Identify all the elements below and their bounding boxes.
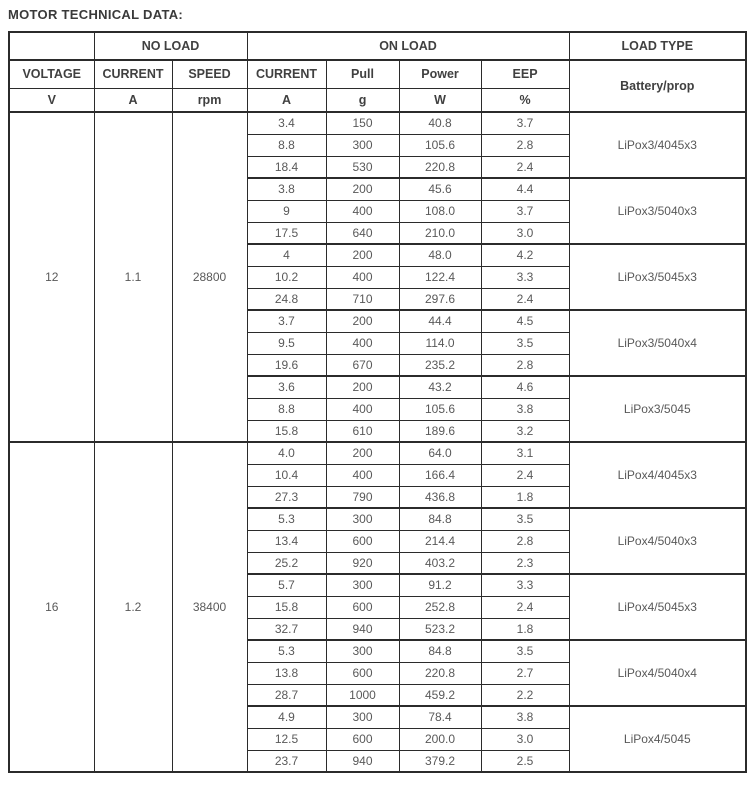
eep-cell: 1.8 <box>481 486 569 508</box>
pull-cell: 400 <box>326 332 399 354</box>
power-cell: 220.8 <box>399 156 481 178</box>
pull-cell: 790 <box>326 486 399 508</box>
load-type-cell: LiPox4/4045x3 <box>569 442 746 508</box>
on-load-current-cell: 8.8 <box>247 134 326 156</box>
on-load-current-cell: 19.6 <box>247 354 326 376</box>
pull-cell: 200 <box>326 178 399 200</box>
eep-cell: 4.4 <box>481 178 569 200</box>
power-cell: 108.0 <box>399 200 481 222</box>
on-load-current-cell: 3.7 <box>247 310 326 332</box>
eep-cell: 2.8 <box>481 530 569 552</box>
on-load-current-cell: 3.8 <box>247 178 326 200</box>
power-cell: 297.6 <box>399 288 481 310</box>
eep-cell: 4.5 <box>481 310 569 332</box>
load-type-cell: LiPox4/5045 <box>569 706 746 772</box>
power-cell: 91.2 <box>399 574 481 596</box>
power-cell: 64.0 <box>399 442 481 464</box>
pull-cell: 710 <box>326 288 399 310</box>
load-type-cell: LiPox3/5040x3 <box>569 178 746 244</box>
pull-cell: 400 <box>326 464 399 486</box>
no-load-group-header: NO LOAD <box>94 32 247 60</box>
eep-cell: 2.4 <box>481 464 569 486</box>
load-type-cell: LiPox3/5040x4 <box>569 310 746 376</box>
on-load-current-cell: 3.6 <box>247 376 326 398</box>
pull-cell: 670 <box>326 354 399 376</box>
pull-cell: 1000 <box>326 684 399 706</box>
load-type-cell: LiPox4/5045x3 <box>569 574 746 640</box>
eep-cell: 2.3 <box>481 552 569 574</box>
pull-cell: 600 <box>326 662 399 684</box>
on-load-current-cell: 5.3 <box>247 640 326 662</box>
power-cell: 189.6 <box>399 420 481 442</box>
section-current-cell: 1.1 <box>94 112 172 442</box>
power-cell: 214.4 <box>399 530 481 552</box>
section-speed-cell: 38400 <box>172 442 247 772</box>
section-voltage-cell: 16 <box>9 442 94 772</box>
power-cell: 105.6 <box>399 134 481 156</box>
on-load-current-cell: 24.8 <box>247 288 326 310</box>
power-column-header: Power <box>399 60 481 88</box>
table-row <box>9 112 746 134</box>
eep-cell: 2.4 <box>481 288 569 310</box>
eep-cell: 3.0 <box>481 728 569 750</box>
motor-technical-data-table <box>8 31 747 773</box>
pull-cell: 600 <box>326 596 399 618</box>
pull-cell: 200 <box>326 244 399 266</box>
pull-cell: 300 <box>326 706 399 728</box>
on-load-current-cell: 8.8 <box>247 398 326 420</box>
power-cell: 459.2 <box>399 684 481 706</box>
power-cell: 403.2 <box>399 552 481 574</box>
pull-cell: 300 <box>326 134 399 156</box>
eep-cell: 2.5 <box>481 750 569 772</box>
pull-cell: 600 <box>326 530 399 552</box>
pull-cell: 400 <box>326 200 399 222</box>
power-cell: 48.0 <box>399 244 481 266</box>
eep-cell: 3.5 <box>481 508 569 530</box>
pull-cell: 300 <box>326 574 399 596</box>
eep-cell: 3.5 <box>481 640 569 662</box>
power-cell: 210.0 <box>399 222 481 244</box>
voltage-column-header: VOLTAGE <box>9 60 94 88</box>
pull-cell: 200 <box>326 310 399 332</box>
pull-cell: 530 <box>326 156 399 178</box>
eep-cell: 2.4 <box>481 596 569 618</box>
on-load-current-cell: 5.3 <box>247 508 326 530</box>
pull-cell: 300 <box>326 640 399 662</box>
on-load-current-cell: 15.8 <box>247 420 326 442</box>
table-header <box>9 32 746 112</box>
section-current-cell: 1.2 <box>94 442 172 772</box>
no-load-current-column-header: CURRENT <box>94 60 172 88</box>
corner-blank-cell <box>9 32 94 60</box>
on-load-current-cell: 9 <box>247 200 326 222</box>
section-speed-cell: 28800 <box>172 112 247 442</box>
on-load-current-cell: 13.4 <box>247 530 326 552</box>
on-load-current-cell: 25.2 <box>247 552 326 574</box>
power-cell: 122.4 <box>399 266 481 288</box>
pull-cell: 920 <box>326 552 399 574</box>
power-cell: 436.8 <box>399 486 481 508</box>
pull-cell: 300 <box>326 508 399 530</box>
load-type-group-header: LOAD TYPE <box>569 32 746 60</box>
eep-cell: 3.8 <box>481 398 569 420</box>
pull-cell: 200 <box>326 376 399 398</box>
eep-cell: 3.1 <box>481 442 569 464</box>
load-type-cell: LiPox3/5045x3 <box>569 244 746 310</box>
pull-cell: 640 <box>326 222 399 244</box>
power-cell: 40.8 <box>399 112 481 134</box>
power-cell: 84.8 <box>399 508 481 530</box>
power-cell: 45.6 <box>399 178 481 200</box>
eep-cell: 3.3 <box>481 266 569 288</box>
on-load-current-column-header: CURRENT <box>247 60 326 88</box>
on-load-current-cell: 23.7 <box>247 750 326 772</box>
power-cell: 43.2 <box>399 376 481 398</box>
eep-cell: 2.4 <box>481 156 569 178</box>
on-load-current-cell: 27.3 <box>247 486 326 508</box>
power-cell: 379.2 <box>399 750 481 772</box>
eep-cell: 4.6 <box>481 376 569 398</box>
pull-cell: 150 <box>326 112 399 134</box>
load-type-cell: LiPox3/5045 <box>569 376 746 442</box>
pull-column-header: Pull <box>326 60 399 88</box>
power-cell: 114.0 <box>399 332 481 354</box>
eep-cell: 1.8 <box>481 618 569 640</box>
on-load-current-cell: 28.7 <box>247 684 326 706</box>
on-load-current-cell: 3.4 <box>247 112 326 134</box>
pull-cell: 400 <box>326 266 399 288</box>
no-load-current-unit: A <box>94 88 172 112</box>
pull-cell: 610 <box>326 420 399 442</box>
on-load-group-header: ON LOAD <box>247 32 569 60</box>
on-load-current-cell: 4.0 <box>247 442 326 464</box>
eep-cell: 3.3 <box>481 574 569 596</box>
header-group-row <box>9 32 746 60</box>
eep-unit: % <box>481 88 569 112</box>
eep-cell: 3.5 <box>481 332 569 354</box>
section-voltage-cell: 12 <box>9 112 94 442</box>
on-load-current-cell: 4.9 <box>247 706 326 728</box>
power-cell: 523.2 <box>399 618 481 640</box>
eep-cell: 2.7 <box>481 662 569 684</box>
header-label-row <box>9 60 746 88</box>
on-load-current-cell: 4 <box>247 244 326 266</box>
pull-unit: g <box>326 88 399 112</box>
pull-cell: 940 <box>326 750 399 772</box>
power-cell: 166.4 <box>399 464 481 486</box>
speed-column-header: SPEED <box>172 60 247 88</box>
power-cell: 78.4 <box>399 706 481 728</box>
voltage-unit: V <box>9 88 94 112</box>
pull-cell: 940 <box>326 618 399 640</box>
eep-cell: 2.8 <box>481 134 569 156</box>
on-load-current-cell: 12.5 <box>247 728 326 750</box>
pull-cell: 400 <box>326 398 399 420</box>
eep-cell: 3.8 <box>481 706 569 728</box>
pull-cell: 200 <box>326 442 399 464</box>
power-cell: 220.8 <box>399 662 481 684</box>
load-type-cell: LiPox4/5040x3 <box>569 508 746 574</box>
eep-cell: 3.0 <box>481 222 569 244</box>
power-cell: 44.4 <box>399 310 481 332</box>
eep-cell: 2.2 <box>481 684 569 706</box>
on-load-current-cell: 10.2 <box>247 266 326 288</box>
power-cell: 252.8 <box>399 596 481 618</box>
eep-cell: 2.8 <box>481 354 569 376</box>
battery-prop-header: Battery/prop <box>569 60 746 112</box>
power-cell: 105.6 <box>399 398 481 420</box>
table-body <box>9 112 746 772</box>
on-load-current-cell: 17.5 <box>247 222 326 244</box>
table-row <box>9 442 746 464</box>
on-load-current-cell: 9.5 <box>247 332 326 354</box>
power-cell: 235.2 <box>399 354 481 376</box>
on-load-current-cell: 5.7 <box>247 574 326 596</box>
load-type-cell: LiPox3/4045x3 <box>569 112 746 178</box>
page-title: MOTOR TECHNICAL DATA: <box>8 7 184 22</box>
speed-unit: rpm <box>172 88 247 112</box>
eep-column-header: EEP <box>481 60 569 88</box>
on-load-current-cell: 18.4 <box>247 156 326 178</box>
eep-cell: 4.2 <box>481 244 569 266</box>
on-load-current-cell: 32.7 <box>247 618 326 640</box>
power-unit: W <box>399 88 481 112</box>
power-cell: 84.8 <box>399 640 481 662</box>
load-type-cell: LiPox4/5040x4 <box>569 640 746 706</box>
on-load-current-cell: 13.8 <box>247 662 326 684</box>
on-load-current-cell: 10.4 <box>247 464 326 486</box>
eep-cell: 3.7 <box>481 112 569 134</box>
eep-cell: 3.7 <box>481 200 569 222</box>
pull-cell: 600 <box>326 728 399 750</box>
power-cell: 200.0 <box>399 728 481 750</box>
on-load-current-unit: A <box>247 88 326 112</box>
on-load-current-cell: 15.8 <box>247 596 326 618</box>
eep-cell: 3.2 <box>481 420 569 442</box>
